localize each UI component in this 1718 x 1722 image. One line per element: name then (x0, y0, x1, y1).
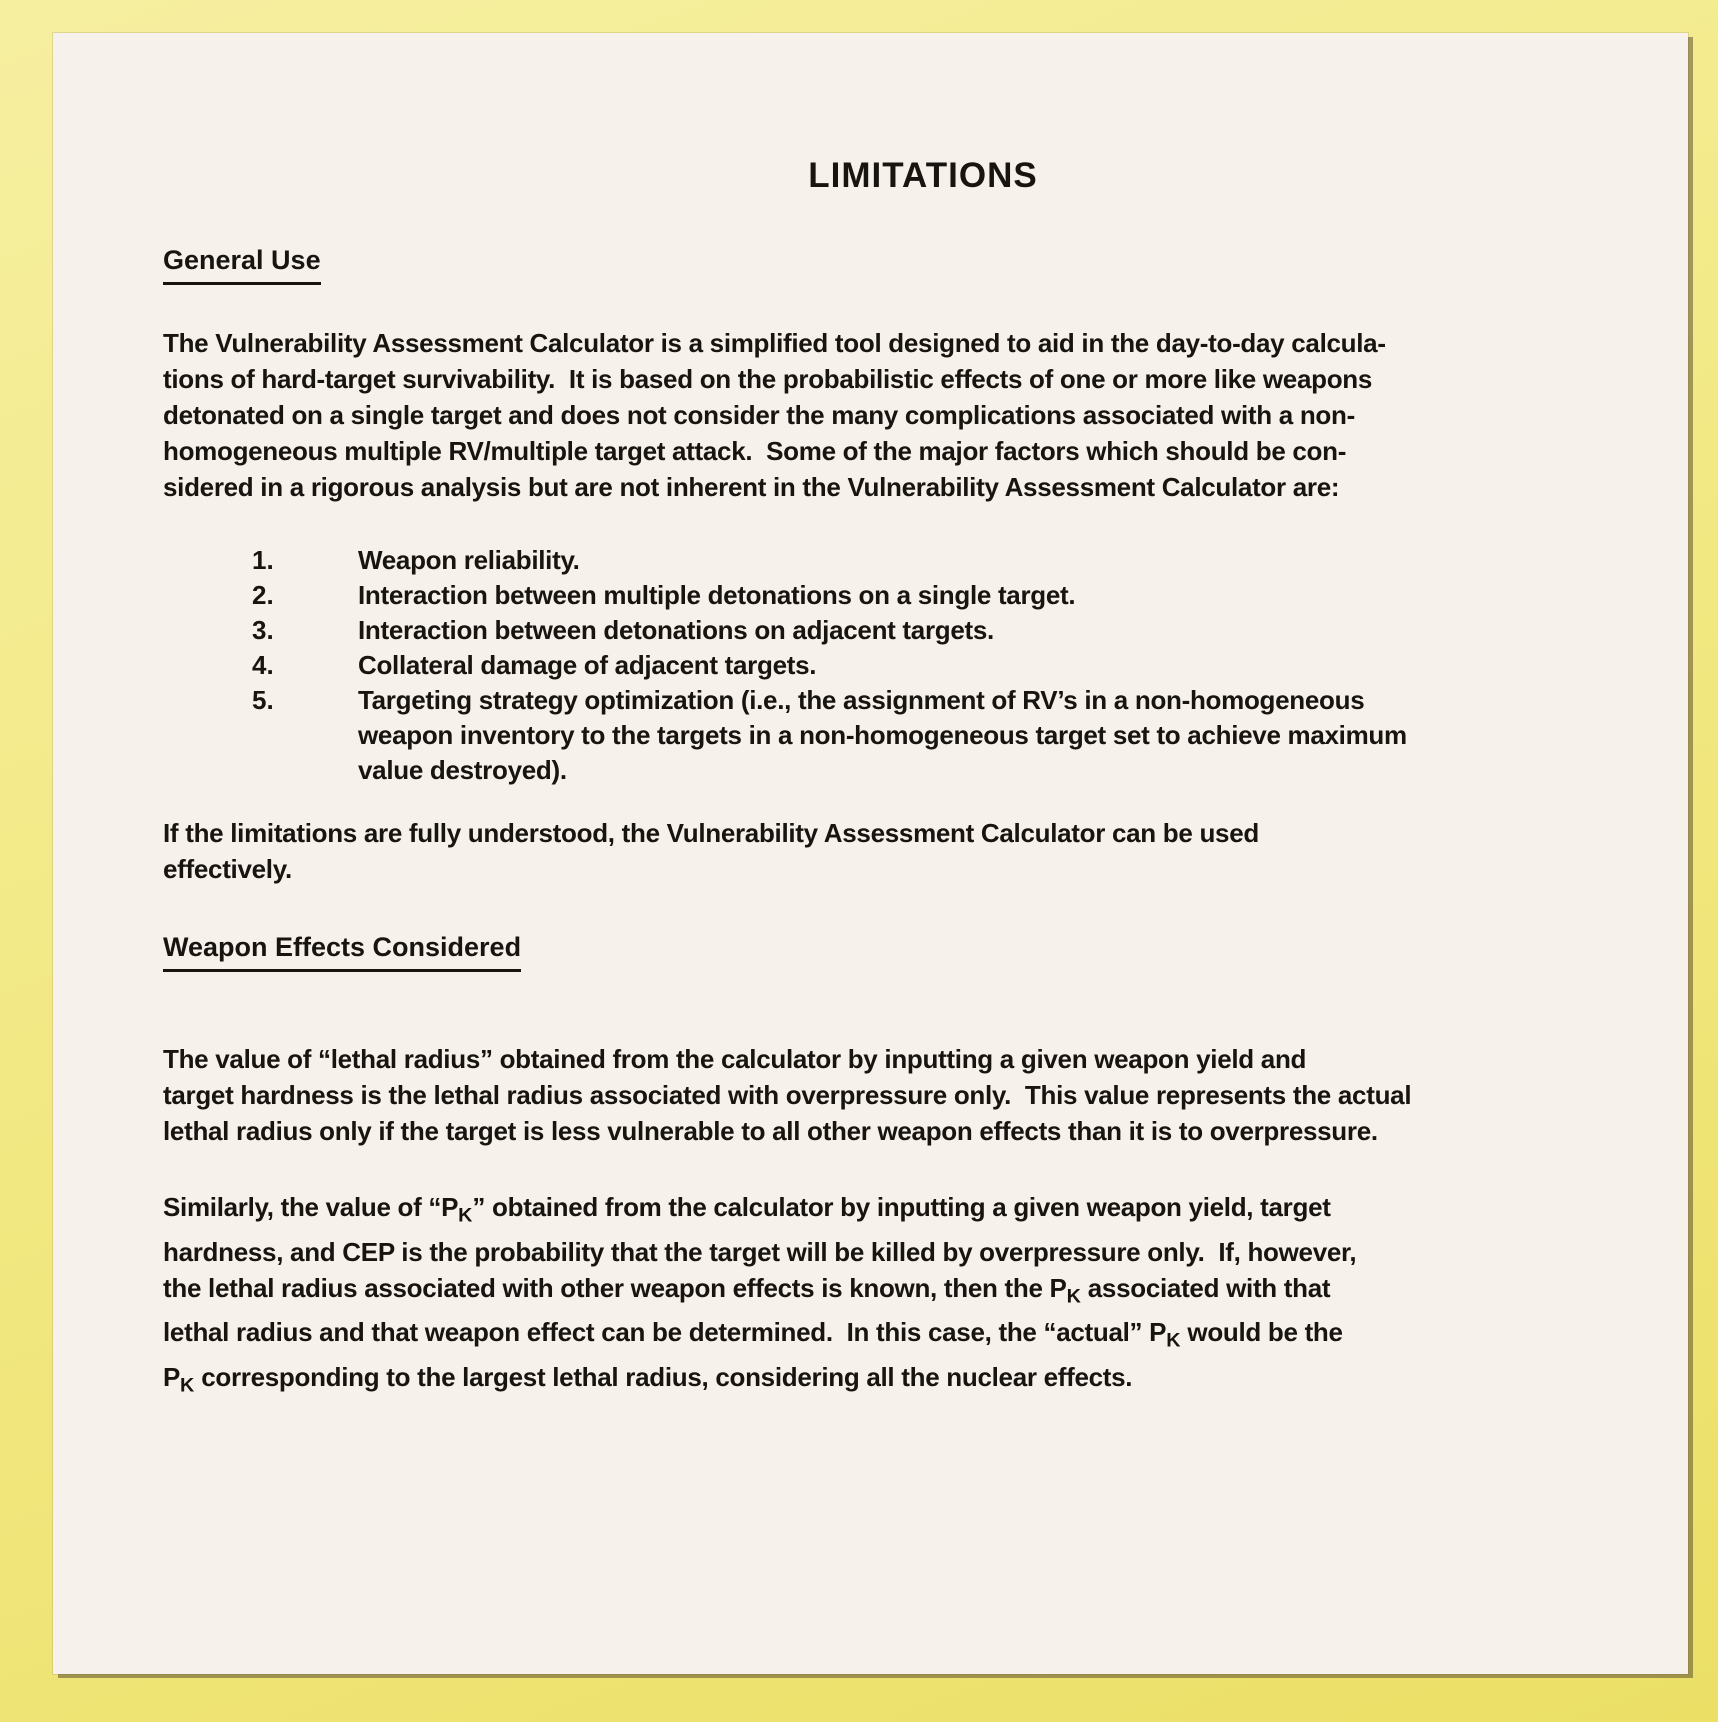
list-item-number: 2. (252, 580, 274, 610)
numbered-list-factors (163, 543, 1563, 788)
text-line: Targeting strategy optimization (i.e., the assignment of RV’s in a non-homogeneous (358, 685, 1365, 715)
text-line: Collateral damage of adjacent targets. (358, 650, 817, 680)
text-line: Similarly, the value of “$P_K$” obtained from the calculator by inputting a given weapon yield, target (163, 1192, 1331, 1227)
list-item (163, 613, 1563, 648)
text-line: homogeneous multiple RV/multiple target attack. Some of the major factors which should be con- (163, 436, 1347, 466)
text-line: value destroyed). (358, 755, 567, 785)
list-item-text (358, 578, 1075, 613)
list-item-text (358, 648, 816, 683)
text-line: hardness, and CEP is the probability that the target will be killed by overpressure only. If, however, (163, 1236, 1357, 1267)
text-line: If the limitations are fully understood, the Vulnerability Assessment Calculator can be used (163, 818, 1259, 848)
subscript-text: K (1066, 1285, 1081, 1308)
page-title: LIMITATIONS (808, 156, 1038, 195)
subscript-text: K (458, 1204, 473, 1227)
list-item-number: 1. (252, 545, 274, 575)
list-item (163, 648, 1563, 683)
text-line: The Vulnerability Assessment Calculator is a simplified tool designed to aid in the day-to-day calcula- (163, 328, 1386, 358)
text-line: tions of hard-target survivability. It is based on the probabilistic effects of one or more like weapons (163, 364, 1373, 394)
section-heading-general-use (163, 242, 1563, 285)
text-line: the lethal radius associated with other weapon effects is known, then the $P_K$ associated with that (163, 1272, 1331, 1308)
text-line: lethal radius and that weapon effect can be determined. In this case, the “actual” $P_K$ would be the (163, 1317, 1343, 1352)
list-item (163, 578, 1563, 613)
subscript-text: K (180, 1374, 195, 1397)
list-item-text (358, 613, 994, 648)
text-line: effectively. (163, 854, 292, 884)
list-item-number: 4. (252, 650, 274, 680)
section-heading-weapon-effects (163, 929, 1563, 972)
list-item-text (358, 543, 580, 578)
paragraph-intro (163, 325, 1563, 505)
list-item-number: 5. (252, 685, 274, 715)
section-heading-text: Weapon Effects Considered (163, 929, 521, 972)
list-item (163, 683, 1563, 788)
text-line: $P_K$ corresponding to the largest lethal radius, considering all the nuclear effects. (163, 1361, 1133, 1397)
text-line: Interaction between detonations on adjacent targets. (358, 615, 994, 645)
text-line: Interaction between multiple detonations on a single target. (358, 580, 1076, 610)
text-line: Weapon reliability. (358, 545, 580, 575)
paragraph-lethal-radius (163, 1041, 1563, 1149)
page-content (163, 33, 1563, 1403)
section-heading-text: General Use (163, 242, 321, 285)
text-line: weapon inventory to the targets in a non-homogeneous target set to achieve maximum (358, 720, 1407, 750)
list-item-number: 3. (252, 615, 274, 645)
paragraph-closing (163, 815, 1563, 887)
paragraph-pk (163, 1189, 1563, 1403)
list-item (163, 543, 1563, 578)
section-general-use (163, 242, 1563, 887)
document-page (53, 33, 1688, 1674)
text-line: The value of “lethal radius” obtained from the calculator by inputting a given weapon yield and (163, 1044, 1307, 1074)
text-line: target hardness is the lethal radius associated with overpressure only. This value represents the actual (163, 1080, 1412, 1110)
subscript-text: K (1166, 1329, 1181, 1352)
text-line: lethal radius only if the target is less vulnerable to all other weapon effects than it is to overpressure. (163, 1116, 1378, 1146)
section-weapon-effects (163, 929, 1563, 1403)
list-item-text (358, 683, 1407, 788)
text-line: sidered in a rigorous analysis but are not inherent in the Vulnerability Assessment Calculator are: (163, 472, 1340, 502)
text-line: detonated on a single target and does not consider the many complications associated with a non- (163, 400, 1355, 430)
